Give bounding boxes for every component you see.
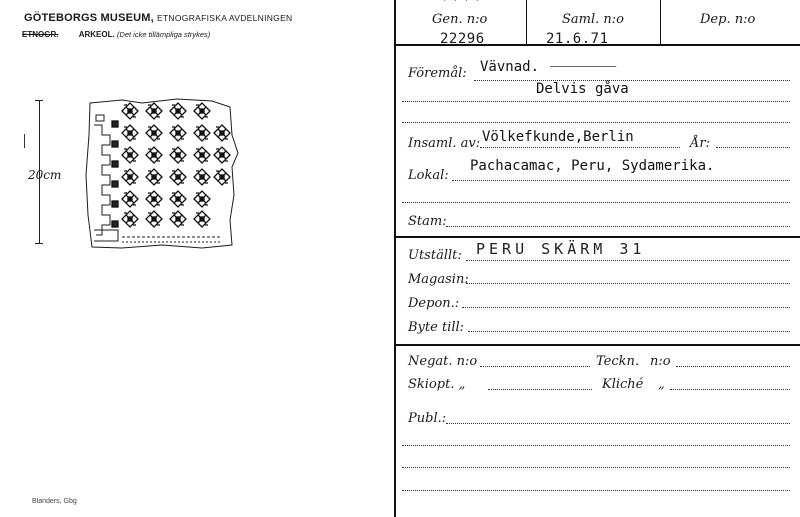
saml-value: 21.6.71 (546, 31, 609, 47)
border-square (112, 181, 118, 187)
depon-label: Depon.: (408, 296, 460, 311)
utstallt-line (466, 260, 790, 261)
textile-motif-center (176, 131, 180, 135)
scale-bar-bottom-tick (35, 243, 43, 244)
textile-motif-center (128, 217, 132, 221)
textile-outline (86, 99, 238, 248)
ar-line (716, 147, 790, 148)
textile-motif-center (176, 217, 180, 221)
textile-motif-center (152, 197, 156, 201)
border-square (112, 121, 118, 127)
teckn-line (676, 366, 790, 367)
foremal-struck-text (550, 60, 616, 73)
border-square (112, 161, 118, 167)
textile-motif-center (152, 175, 156, 179)
arkeol-label: ARKEOL. (78, 30, 115, 39)
section-rule-2 (396, 344, 800, 346)
byte-label: Byte till: (408, 320, 465, 335)
teckn-no-label: n:o (650, 354, 671, 369)
lokal-value: Pachacamac, Peru, Sydamerika. (470, 158, 715, 174)
publ-line-3 (402, 467, 790, 468)
negat-label: Negat. n:o (408, 354, 478, 369)
foremal-line2-value: Delvis gåva (536, 81, 629, 97)
textile-motif-center (220, 153, 224, 157)
depon-line (462, 307, 790, 308)
utstallt-label: Utställt: (408, 248, 462, 263)
lokal-label: Lokal: (408, 168, 449, 183)
textile-sketch (82, 95, 252, 255)
textile-motif-center (176, 109, 180, 113)
card-left-border (394, 0, 396, 517)
header-divider-2 (660, 0, 661, 44)
textile-motif-center (200, 109, 204, 113)
scale-label: 20cm (28, 168, 62, 182)
museum-name: GÖTEBORGS MUSEUM, (24, 12, 154, 24)
lokal-line-2 (402, 202, 790, 203)
skiopt-line (488, 389, 592, 390)
textile-motif-center (220, 131, 224, 135)
textile-motif-center (200, 153, 204, 157)
publ-line-2 (402, 445, 790, 446)
insaml-line (480, 147, 680, 148)
textile-motif-center (176, 197, 180, 201)
magasin-line (466, 283, 790, 284)
skiopt-label: Skiopt. „ (408, 377, 466, 392)
kliche-line (670, 389, 790, 390)
textile-motif-center (128, 197, 132, 201)
kliche-quote: „ (658, 377, 665, 392)
insaml-value: Völkefkunde,Berlin (482, 129, 634, 145)
stepped-border (94, 125, 110, 235)
saml-label: Saml. n:o (562, 12, 624, 27)
publ-label: Publ.: (408, 411, 447, 426)
stam-line (446, 226, 790, 227)
strike-note: (Det icke tillämpliga strykes) (116, 30, 211, 39)
foremal-line-3 (402, 122, 790, 123)
publ-line (446, 423, 790, 424)
publ-line-4 (402, 490, 790, 491)
ar-label: År: (690, 136, 710, 151)
magasin-label: Magasin: (408, 272, 469, 287)
textile-motif-center (152, 217, 156, 221)
teckn-label: Teckn. (596, 354, 640, 369)
textile-motif-center (200, 217, 204, 221)
section-rule-1 (396, 236, 800, 238)
textile-motif-center (128, 109, 132, 113)
textile-motif-center (176, 175, 180, 179)
insaml-label: Insaml. av: (408, 136, 481, 151)
foremal-line (474, 80, 790, 81)
border-square (112, 221, 118, 227)
textile-motif-center (128, 131, 132, 135)
lokal-line (452, 180, 790, 181)
textile-motif-center (152, 109, 156, 113)
border-square (112, 141, 118, 147)
textile-motif-center (128, 153, 132, 157)
header-divider-1 (526, 0, 527, 44)
collection-type-line (22, 30, 210, 39)
negat-line (480, 366, 590, 367)
department-name: ETNOGRAFISKA AVDELNINGEN (156, 13, 293, 23)
textile-motif-center (200, 175, 204, 179)
etnogr-label: ETNOGR. (22, 30, 59, 39)
utstallt-value: PERU SKÄRM 31 (476, 240, 646, 258)
museum-header (24, 12, 293, 24)
textile-motif-center (152, 153, 156, 157)
fold-mark (24, 134, 25, 148)
textile-motif-center (128, 175, 132, 179)
header-scribble: ˙ ˙ ˙ ˙ (442, 0, 480, 10)
textile-motif-center (200, 197, 204, 201)
printer-credit: Blanders, Gbg (32, 498, 77, 505)
gen-value: 22296 (440, 31, 485, 47)
textile-motif-center (176, 153, 180, 157)
byte-line (468, 331, 790, 332)
foremal-value: Vävnad. (480, 59, 540, 75)
kliche-label: Kliché (602, 377, 644, 392)
textile-motif-center (220, 175, 224, 179)
border-square (112, 201, 118, 207)
foremal-label: Föremål: (408, 66, 467, 81)
foremal-line-2 (402, 101, 790, 102)
stam-label: Stam: (408, 214, 447, 229)
scale-bar-top-tick (35, 100, 43, 101)
textile-motif-center (152, 131, 156, 135)
dep-label: Dep. n:o (700, 12, 756, 27)
textile-motif-center (200, 131, 204, 135)
gen-label: Gen. n:o (432, 12, 488, 27)
